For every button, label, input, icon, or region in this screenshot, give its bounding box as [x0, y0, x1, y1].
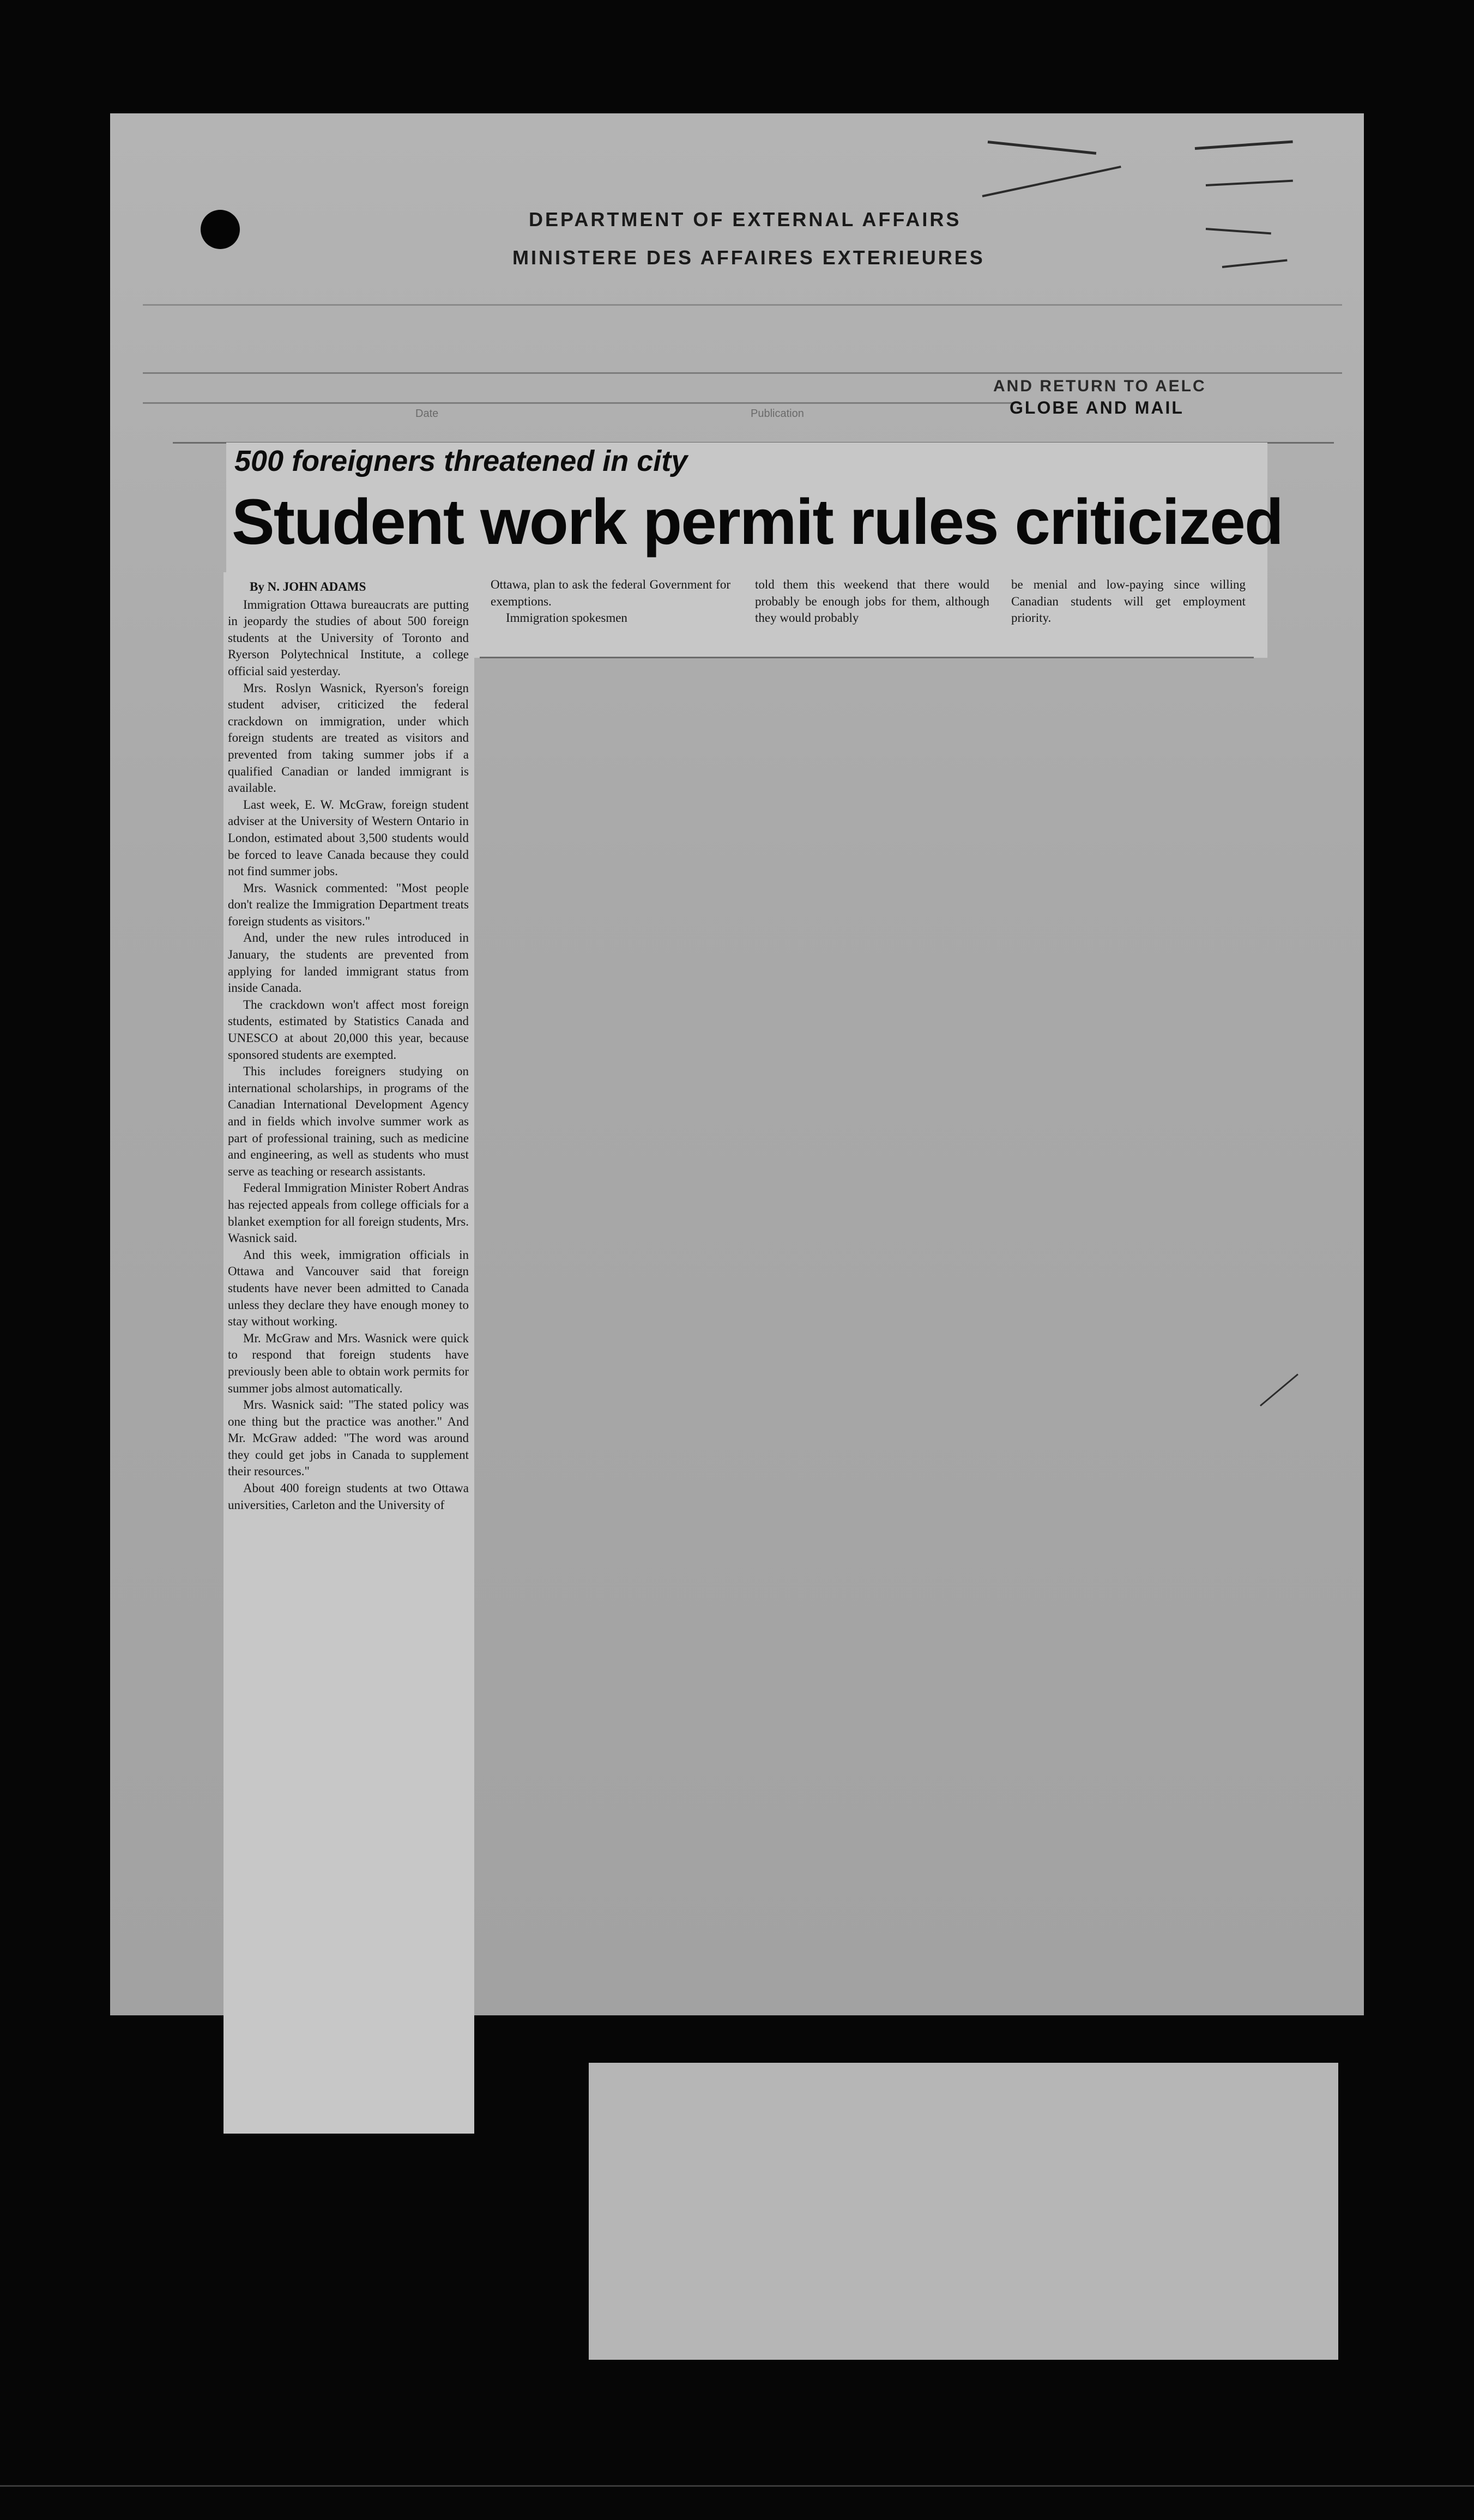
article-kicker: 500 foreigners threatened in city: [234, 445, 688, 477]
handwritten-mark-3: [982, 166, 1121, 197]
film-edge: [0, 2485, 1474, 2487]
article-paragraph: Mrs. Wasnick commented: "Most people don't realize the Immigration Department treats foreign students as visitors.": [228, 881, 469, 928]
blank-slip: [589, 2063, 1338, 2360]
department-name-french: MINISTERE DES AFFAIRES EXTERIEURES: [512, 246, 985, 269]
return-stamp-line1: AND RETURN TO AELC: [993, 377, 1206, 395]
article-paragraph: About 400 foreign students at two Ottawa universities, Carleton and the University of: [228, 1481, 469, 1512]
article-paragraph: Mr. McGraw and Mrs. Wasnick were quick to respond that foreign students have previously been able to obtain work permits for summer jobs almost automatically.: [228, 1331, 469, 1395]
clipping-bottom-rule: [480, 657, 1254, 658]
article-paragraph: The crackdown won't affect most foreign students, estimated by Statistics Canada and UNESCO at about 20,000 this year, because sponsored students are exempted.: [228, 997, 469, 1062]
article-paragraph: Immigration Ottawa bureaucrats are putting in jeopardy the studies of about 500 foreign students at the University of Toronto and Ryerson Polytechnical Institute, a college official said yesterday.: [228, 597, 469, 678]
article-paragraph: Last week, E. W. McGraw, foreign student adviser at the University of Western Ontario in London, estimated about 3,500 students would be forced to leave Canada because they could not find summer jobs.: [228, 797, 469, 879]
handwritten-mark-7: [1260, 1374, 1298, 1407]
publication-field-label: Publication: [751, 408, 804, 420]
article-paragraph: This includes foreigners studying on international scholarships, in programs of the Canadian International Development Agency and in fields which involve summer work as part of professional training, such as medicine and engineering, as well as students who must serve as teaching or research assistants.: [228, 1064, 469, 1178]
article-paragraph: And, under the new rules introduced in January, the students are prevented from applying for landed immigrant status from inside Canada.: [228, 931, 469, 995]
handwritten-mark-1: [988, 141, 1096, 155]
handwritten-mark-2: [1195, 140, 1293, 150]
article-paragraph: told them this weekend that there would probably be enough jobs for them, although they would probably: [755, 578, 989, 625]
article-paragraph: Mrs. Roslyn Wasnick, Ryerson's foreign student adviser, criticized the federal crackdown on immigration, under which foreign students are treated as visitors and prevented from taking summer jobs if a qualified Canadian or landed immigrant is available.: [228, 681, 469, 795]
article-paragraph: Federal Immigration Minister Robert Andras has rejected appeals from college officials for a blanket exemption for all foreign students, Mrs. Wasnick said.: [228, 1181, 469, 1245]
handwritten-mark-4: [1206, 180, 1293, 186]
article-column-2: [491, 577, 730, 647]
article-paragraph: Immigration spokesmen: [506, 611, 627, 625]
department-name-english: DEPARTMENT OF EXTERNAL AFFAIRS: [529, 208, 962, 231]
article-paragraph: Mrs. Wasnick said: "The stated policy was one thing but the practice was another." And Mr. McGraw added: "The word was around they could get jobs in Canada to supplement their resources.": [228, 1398, 469, 1479]
date-field-label: Date: [415, 408, 439, 420]
punch-hole: [201, 210, 240, 249]
form-rule-top: [143, 304, 1342, 306]
handwritten-mark-5: [1206, 228, 1271, 234]
article-headline: Student work permit rules criticized: [232, 486, 1283, 558]
return-stamp-line2: GLOBE AND MAIL: [1010, 398, 1184, 417]
article-column-1: [228, 579, 469, 2132]
form-rule-middle: [143, 372, 1342, 374]
article-paragraph: be menial and low-paying since willing Canadian students will get employment priority.: [1011, 578, 1246, 625]
handwritten-mark-6: [1222, 259, 1288, 268]
article-byline: By N. JOHN ADAMS: [250, 580, 366, 593]
form-rule-lower: [143, 402, 1015, 404]
article-paragraph: Ottawa, plan to ask the federal Government for exemptions.: [491, 578, 730, 608]
article-column-3: [755, 577, 989, 647]
article-paragraph: And this week, immigration officials in Ottawa and Vancouver said that foreign students have never been admitted to Canada unless they declare they have enough money to stay without working.: [228, 1247, 469, 1329]
article-column-4: [1011, 577, 1246, 647]
